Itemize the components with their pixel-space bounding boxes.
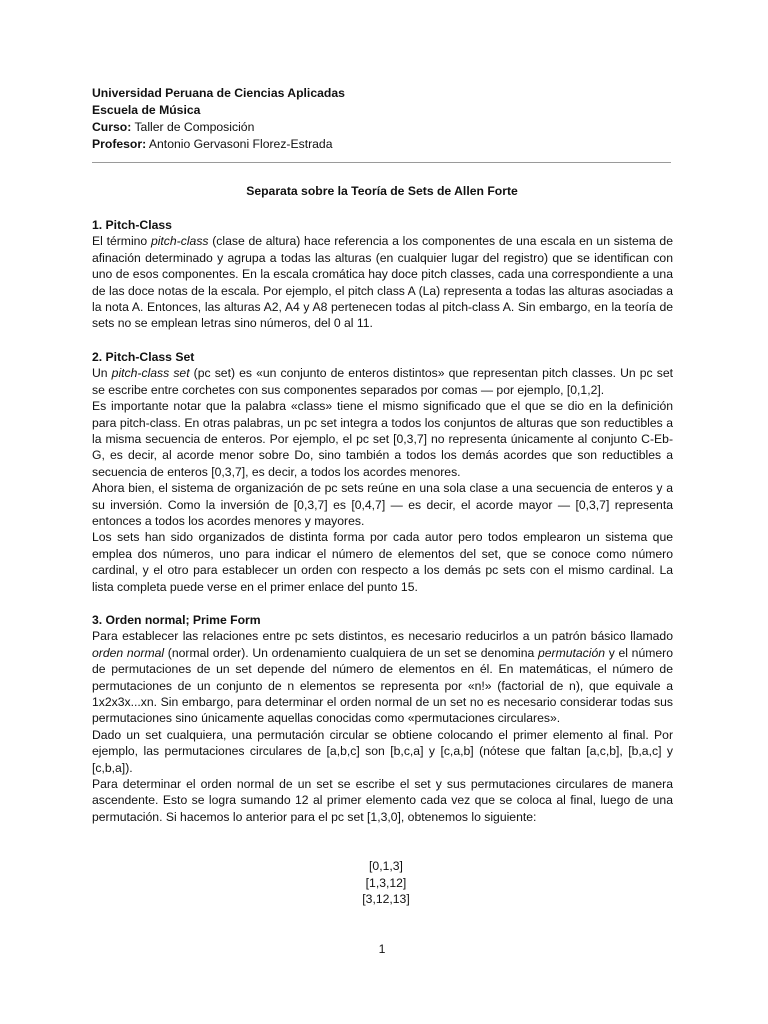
document-header <box>92 85 672 153</box>
permutation-item: [1,3,12] <box>365 875 407 890</box>
course-label: Curso: <box>92 120 132 134</box>
document-title: Separata sobre la Teoría de Sets de Allen Forte <box>246 184 518 198</box>
permutation-item: [0,1,3] <box>369 859 403 873</box>
section-paragraph: Es importante notar que la palabra «class» tiene el mismo significado que el que se dio en la definición para pitch-class. En otras palabras, un pc set integra a todos los conjuntos de alturas que son reductibles a la misma secuencia de enteros. Por ejemplo, el pc set [0,3,7] no representa únicamente al conjunto C-Eb-G, es decir, al acorde menor sobre Do, sino también a todos los demás acordes que son reductibles a secuencia de enteros [0,3,7], es decir, a todos los acordes menores. <box>92 399 673 479</box>
school-name: Escuela de Música <box>92 103 201 117</box>
page-number: 1 <box>378 942 386 956</box>
paragraph-text: Para establecer las relaciones entre pc sets distintos, es necesario reducirlos a un patrón básico llamado <box>92 629 673 644</box>
section-pitch-class-set <box>92 349 673 595</box>
section-paragraph <box>92 365 673 398</box>
section-paragraph <box>92 628 673 726</box>
section-pitch-class <box>92 217 673 332</box>
section-paragraph: Ahora bien, el sistema de organización de pc sets reúne en una sola clase a una secuencia de enteros y a su inversión. Como la inversión de [0,3,7] es [0,4,7] — es decir, el acorde mayor — [0,3,7] representa entonces a todos los acordes menores y mayores. <box>92 481 673 529</box>
section-paragraph: Para determinar el orden normal de un set se escribe el set y sus permutaciones circulares de manera ascendente. Esto se logra sumando 12 al primer elemento cada vez que se coloca al final, luego de una permutación. Si hacemos lo anterior para el pc set [1,3,0], obtenemos lo siguiente: <box>92 777 673 824</box>
header-divider <box>92 162 671 163</box>
professor-value: Antonio Gervasoni Florez-Estrada <box>146 137 333 151</box>
term-italic: orden normal <box>92 645 165 660</box>
paragraph-text: (pc set) es «un conjunto de enteros distintos» que representan pitch classes. Un pc set se escribe entre corchetes con sus componentes separados por comas — por ejemplo, [0,1,2]. <box>92 366 673 397</box>
paragraph-text: Un <box>92 366 112 381</box>
section-normal-order <box>92 612 673 825</box>
section-heading: 1. Pitch-Class <box>92 218 172 232</box>
course-value: Taller de Composición <box>131 120 255 134</box>
section-paragraph <box>92 233 673 331</box>
section-heading: 3. Orden normal; Prime Form <box>92 613 261 627</box>
permutation-list <box>92 858 680 908</box>
paragraph-text: El término <box>92 234 151 249</box>
paragraph-text: y el número de permutaciones de un set depende del número de elementos en él. En matemáticas, el número de permutaciones de un conjunto de n elementos se representa por «n!» (factorial de n), que equivale a 1x2x3x...xn. Sin embargo, para determinar el orden normal de un set no es necesario considerar todas sus permutaciones sino únicamente aquellas conocidas como «permutaciones circulares». <box>92 645 674 726</box>
professor-line <box>92 136 672 153</box>
section-paragraph: Dado un set cualquiera, una permutación circular se obtiene colocando el primer elemento al final. Por ejemplo, las permutaciones circulares de [a,b,c] son [b,c,a] y [c,a,b] (nótese que faltan [a,c,b], [b,a,c] y [c,b,a]). <box>92 727 673 775</box>
professor-label: Profesor: <box>92 137 147 151</box>
section-heading: 2. Pitch-Class Set <box>92 350 195 364</box>
paragraph-text: (normal order). Un ordenamiento cualquiera de un set se denomina <box>164 645 538 660</box>
permutation-item: [3,12,13] <box>362 892 410 906</box>
paragraph-text: (clase de altura) hace referencia a los componentes de una escala en un sistema de afinación determinado y agrupa a todas las alturas (en cualquier lugar del registro) que se identifican con uno de esos componentes. En la escala cromática hay doce pitch classes, cada una correspondiente a una de las doce notas de la escala. Por ejemplo, el pitch class A (La) representa a todas las alturas asociadas a la nota A. Entonces, las alturas A2, A4 y A8 pertenecen todas al pitch-class A. Sin embargo, en la teoría de sets no se emplean letras sino números, del 0 al 11. <box>92 234 673 331</box>
university-name: Universidad Peruana de Ciencias Aplicadas <box>92 86 345 100</box>
term-italic: pitch-class <box>150 234 209 249</box>
section-paragraph: Los sets han sido organizados de distinta forma por cada autor pero todos emplearon un sistema que emplea dos números, uno para indicar el número de elementos del set, que se conoce como número cardinal, y el otro para establecer un orden con respecto a los demás pc sets con el mismo cardinal. La lista completa puede verse en el primer enlace del punto 15. <box>92 530 673 594</box>
term-italic: pitch-class set <box>111 366 190 381</box>
course-line <box>92 119 672 136</box>
term-italic: permutación <box>537 645 606 660</box>
